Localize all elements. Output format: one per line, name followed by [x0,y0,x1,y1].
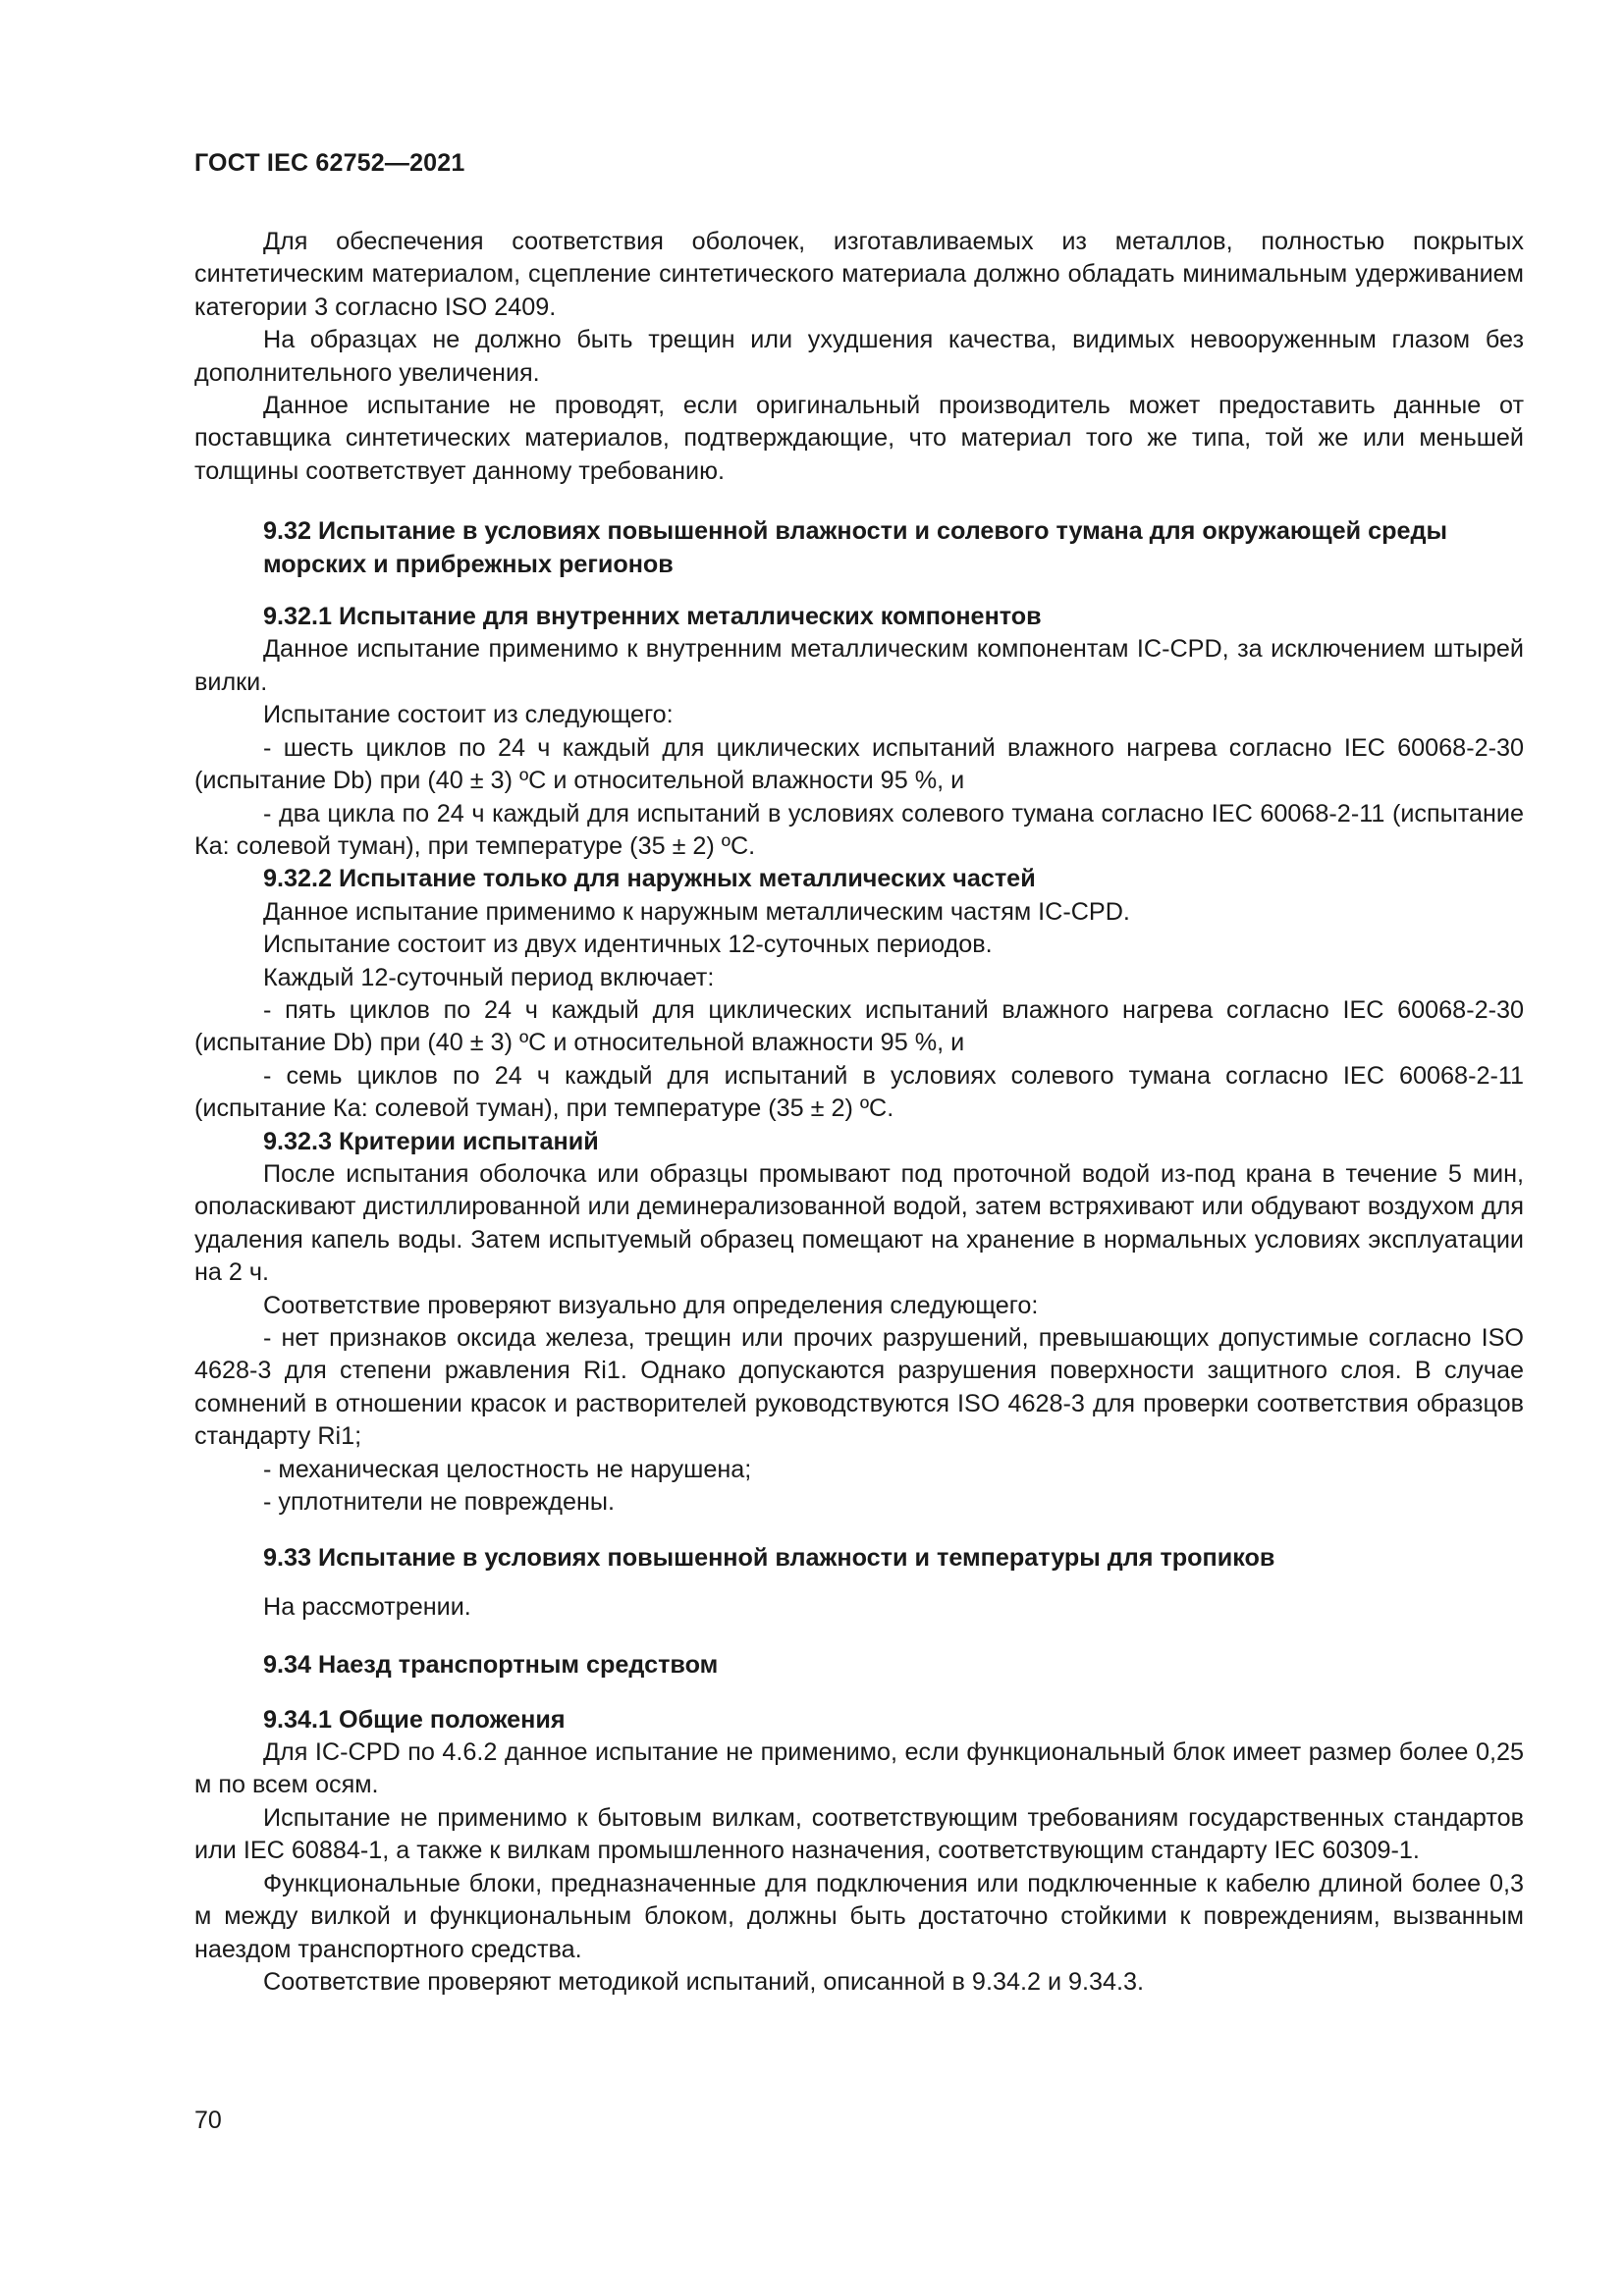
paragraph: Функциональные блоки, предназначенные для подключения или подключенные к кабелю длиной более 0,3 м между вилкой и функциональным блоком, должны быть достаточно стойкими к повреждениям, вызванным наездом транспортного средства. [194,1869,1524,1963]
subsection-heading-9-32-3: 9.32.3 Критерии испытаний [263,1127,599,1155]
list-item: - пять циклов по 24 ч каждый для циклических испытаний влажного нагрева согласно IEC 60068-2-30 (испытание Db) при (40 ± 3) ºС и относительной влажности 95 %, и [194,995,1524,1057]
paragraph: Данное испытание не проводят, если оригинальный производитель может предоставить данные от поставщика синтетических материалов, подтверждающие, что материал того же типа, той же или меньшей толщины соответствует данному требованию. [194,392,1524,485]
document-header: ГОСТ IEC 62752—2021 [194,149,465,177]
paragraph: Для IC-CPD по 4.6.2 данное испытание не применимо, если функциональный блок имеет размер более 0,25 м по всем осям. [194,1738,1524,1799]
subsection-heading-9-34-1: 9.34.1 Общие положения [263,1705,566,1734]
paragraph: Соответствие проверяют визуально для определения следующего: [263,1291,1039,1319]
paragraph: На образцах не должно быть трещин или ухудшения качества, видимых невооруженным глазом без дополнительного увеличения. [194,326,1524,387]
paragraph: Испытание не применимо к бытовым вилкам, соответствующим требованиям государственных стандартов или IEC 60884-1, а также к вилкам промышленного назначения, соответствующим стандарту IEC 60309-1. [194,1803,1524,1865]
list-item: - семь циклов по 24 ч каждый для испытаний в условиях солевого тумана согласно IEC 60068-2-11 (испытание Ка: солевой туман), при температуре (35 ± 2) ºС. [194,1061,1524,1123]
paragraph: Данное испытание применимо к наружным металлическим частям IC-CPD. [263,897,1130,926]
paragraph: Данное испытание применимо к внутренним металлическим компонентам IC-CPD, за исключением штырей вилки. [194,635,1524,696]
list-item: - уплотнители не повреждены. [263,1488,615,1517]
list-item: - два цикла по 24 ч каждый для испытаний в условиях солевого тумана согласно IEC 60068-2-11 (испытание Ка: солевой туман), при температуре (35 ± 2) ºС. [194,799,1524,860]
list-item: - шесть циклов по 24 ч каждый для циклических испытаний влажного нагрева согласно IEC 60068-2-30 (испытание Db) при (40 ± 3) ºС и относительной влажности 95 %, и [194,733,1524,795]
paragraph: После испытания оболочка или образцы промывают под проточной водой из-под крана в течение 5 мин, ополаскивают дистиллированной или деминерализованной водой, затем встряхивают или обдувают воздухом для удаления капель воды. Затем испытуемый образец помещают на хранение в нормальных условиях эксплуатации на 2 ч. [194,1159,1524,1287]
paragraph: На рассмотрении. [263,1592,471,1621]
section-heading-9-33: 9.33 Испытание в условиях повышенной влажности и температуры для тропиков [263,1544,1275,1573]
subsection-heading-9-32-1: 9.32.1 Испытание для внутренних металлических компонентов [263,603,1042,631]
page-number: 70 [194,2107,222,2134]
paragraph: Испытание состоит из двух идентичных 12-суточных периодов. [263,931,993,959]
section-heading-9-32: 9.32 Испытание в условиях повышенной влажности и солевого тумана для окружающей среды морских и прибрежных регионов [263,517,1448,578]
list-item: - нет признаков оксида железа, трещин или прочих разрушений, превышающих допустимые согласно ISO 4628-3 для степени ржавления Ri1. Однако допускаются разрушения поверхности защитного слоя. В случае сомнений в отношении красок и растворителей руководствуются ISO 4628-3 для проверки соответствия образцов стандарту Ri1; [194,1324,1524,1451]
document-body [194,226,1524,1999]
list-item: - механическая целостность не нарушена; [263,1455,752,1483]
subsection-heading-9-32-2: 9.32.2 Испытание только для наружных металлических частей [263,865,1036,893]
paragraph: Соответствие проверяют методикой испытаний, описанной в 9.34.2 и 9.34.3. [263,1967,1145,1996]
paragraph: Испытание состоит из следующего: [263,701,674,729]
section-heading-9-34: 9.34 Наезд транспортным средством [263,1651,719,1680]
paragraph: Каждый 12-суточный период включает: [263,963,715,991]
paragraph: Для обеспечения соответствия оболочек, изготавливаемых из металлов, полностью покрытых синтетическим материалом, сцепление синтетического материала должно обладать минимальным удерживанием категории 3 согласно ISO 2409. [194,228,1524,321]
